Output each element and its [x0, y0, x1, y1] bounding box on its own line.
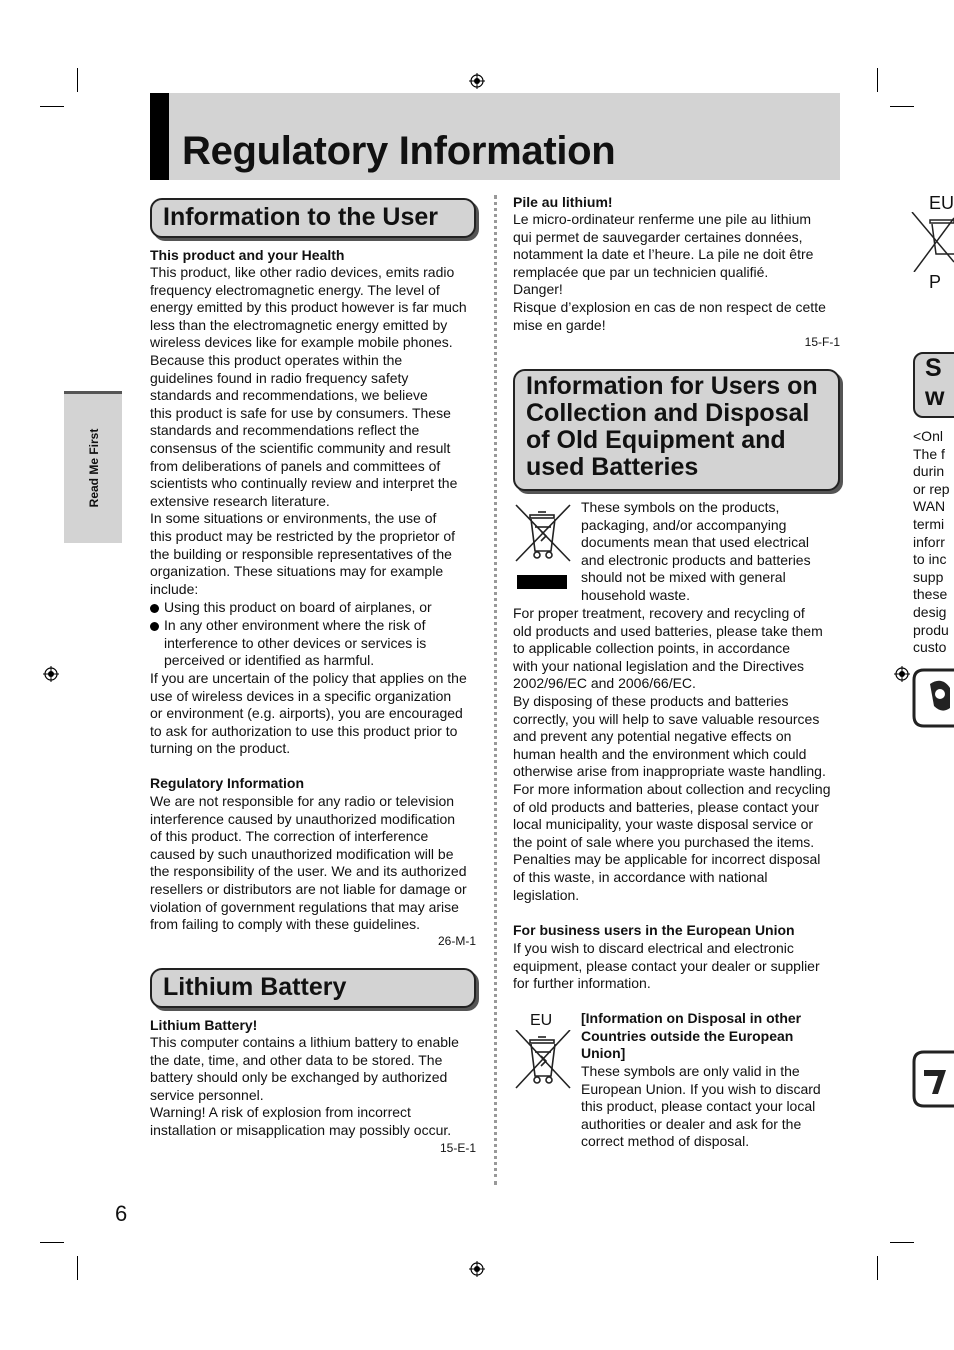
bleed-line: custo [913, 639, 947, 656]
health-heading: This product and your Health [150, 247, 345, 263]
bleed-line: The f [913, 445, 945, 462]
outside-text: These symbols are only valid in the European Union. If you wish to discard this product, please contact your local authorities or dealer and ask for the correct method of disposal. [581, 1063, 821, 1150]
regulatory-heading: Regulatory Information [150, 775, 305, 791]
bleed-tool-icon [912, 1050, 954, 1108]
bleed-heading-box [913, 352, 954, 418]
page-number: 6 [115, 1201, 128, 1226]
bleed-bin-icon [910, 212, 954, 272]
list-item [150, 599, 480, 617]
crop-mark [77, 1256, 78, 1280]
bleed-eu-label: EU [929, 193, 954, 213]
reference-code: 15-F-1 [804, 335, 840, 349]
registration-mark-icon [469, 1261, 485, 1277]
uncertain-text: If you are uncertain of the policy that applies on the use of wireless devices in a specific organization or environment (e.g. airports), you are encouraged to ask for authorization to use this product prior to turning on the product. [150, 670, 467, 757]
registration-mark-icon [894, 666, 910, 682]
section-heading-text: Information for Users on Collection and Disposal of Old Equipment and used Batteries [526, 372, 818, 481]
bleed-line: supp [913, 568, 944, 585]
crop-mark [77, 68, 78, 92]
pile-text: Le micro-ordinateur renferme une pile au lithium qui permet de sauvegarder certaines données, notamment la date et l’heure. La pile ne doit être remplacée que par un technicien qualifié. Danger! Risque d’explosion en cas de non respect de cette mise en garde! [513, 211, 826, 333]
crossed-out-bin-icon [513, 503, 573, 589]
bullet-icon [150, 622, 159, 631]
bleed-line: produ [913, 621, 949, 638]
bleed-heading-text: S w [925, 354, 945, 411]
side-tab [64, 391, 122, 543]
page-title: Regulatory Information [182, 129, 616, 173]
eu-label: EU [530, 1012, 553, 1029]
bleed-line: to inc [913, 551, 947, 568]
reference-code: 26-M-1 [437, 934, 476, 948]
symbols-text: These symbols on the products, packaging, and/or accompanying documents mean that used electrical and electronic products and batteries should not be mixed with general household waste. [581, 499, 811, 603]
lithium-subheading: Lithium Battery! [150, 1017, 258, 1033]
section-heading-lithium [150, 968, 476, 1008]
health-text: This product, like other radio devices, emits radio frequency electromagnetic energy. The level of energy emitted by this product however is far much less than the electromagnetic energy emitted by wireless devices like for example mobile phones. Because this product operates within the guidelines found in radio frequency safety standards and recommendations, we believe this product is safe for use by consumers. These standards and recommendations reflect the consensus of the scientific community and result from deliberations of panels and committees of scientists who continually review and interpret the extensive research literature. In some situations or environments, the use of this product may be restricted by the proprietor of the building or responsible representatives of the organization. These situations may for example include: [150, 264, 467, 597]
pile-heading: Pile au lithium! [513, 194, 613, 210]
column-divider [494, 195, 497, 1185]
business-text: If you wish to discard electrical and electronic equipment, please contact your dealer or supplier for further information. [513, 940, 820, 992]
bleed-text-column [913, 428, 950, 657]
bleed-line: inforr [913, 533, 945, 550]
list-item [150, 617, 480, 671]
section-heading-info-user [150, 198, 476, 238]
bleed-line: or rep [913, 480, 950, 497]
treatment-text: For proper treatment, recovery and recycling of old products and used batteries, please take them to applicable collection points, in accordance with your national legislation and the Directives 2002/96/EC and 2006/66/EC. By disposing of these products and batteries correctly, you will help to save valuable resources and prevent any potential negative effects on human health and the environment which could otherwise arise from inappropriate waste handling. For more information about collection and recycling of old products and batteries, please contact your local municipality, your waste disposal service or the point of sale where you purchased the items. Penalties may be applicable for incorrect disposal of this waste, in accordance with national legislation. [513, 605, 831, 903]
section-heading-text: Information to the User [163, 203, 439, 231]
bleed-line: desig [913, 603, 947, 620]
bullet-icon [150, 604, 159, 613]
outside-heading: [Information on Disposal in other Countries outside the European Union] [581, 1010, 802, 1062]
business-heading: For business users in the European Union [513, 922, 795, 938]
registration-mark-icon [43, 666, 59, 682]
bleed-p-label: P [929, 272, 942, 292]
registration-mark-icon [469, 73, 485, 89]
title-bar [150, 93, 840, 180]
crop-mark [40, 1242, 64, 1243]
section-heading-disposal [513, 369, 840, 491]
crop-mark [40, 106, 64, 107]
bleed-line: termi [913, 515, 945, 532]
bleed-line: durin [913, 463, 945, 480]
bleed-line: <Onl [913, 428, 943, 444]
crossed-out-bin-icon [513, 1030, 573, 1090]
bleed-line: WAN [913, 498, 946, 515]
crop-mark [890, 106, 914, 107]
crop-mark [877, 68, 878, 92]
crop-mark [877, 1256, 878, 1280]
bleed-caution-icon [912, 668, 954, 728]
crop-mark [890, 1242, 914, 1243]
list-item-text: In any other environment where the risk of interference to other devices or services is perceived or identified as harmful. [164, 617, 427, 669]
side-tab-label: Read Me First [87, 428, 101, 508]
lithium-text: This computer contains a lithium battery to enable the date, time, and other data to be stored. The battery should only be exchanged by authorized service personnel. Warning! A risk of explosion from incorrect installation or misapplication may possibly occur. [150, 1034, 459, 1138]
list-item-text: Using this product on board of airplanes, or [164, 599, 432, 615]
title-accent [150, 93, 169, 180]
bleed-line: these [913, 586, 948, 603]
section-heading-text: Lithium Battery [163, 973, 347, 1001]
regulatory-text: We are not responsible for any radio or television interference caused by unauthorized modification of this product. The correction of interference caused by such unauthorized modification will be the responsibility of the user. We and its authorized resellers or distributors are not liable for damage or violation of government regulations that may arise from failing to comply with these guidelines. [150, 793, 467, 933]
reference-code: 15-E-1 [439, 1141, 476, 1155]
